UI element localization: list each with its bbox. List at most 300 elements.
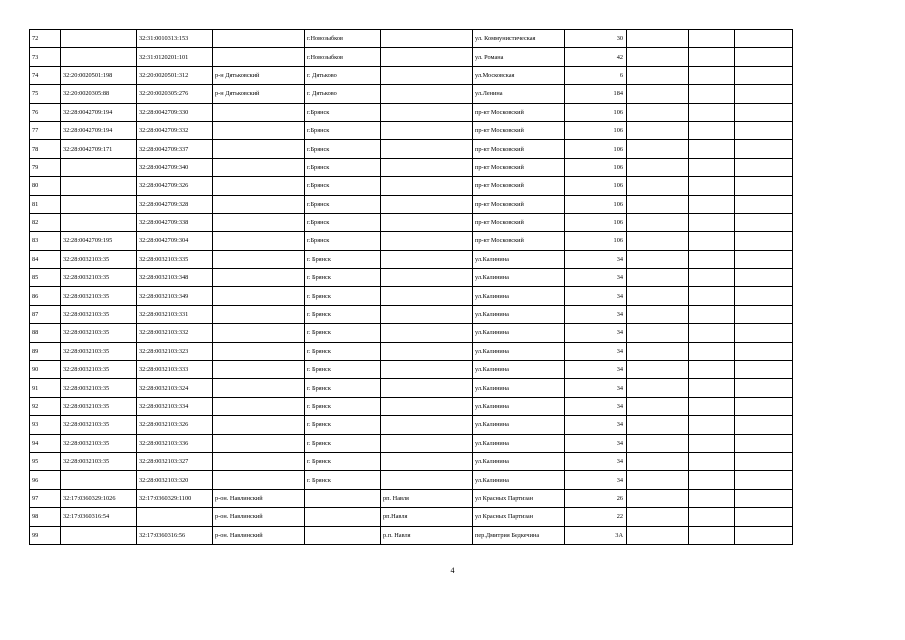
settlement-cell bbox=[381, 416, 473, 434]
row-number-cell: 88 bbox=[30, 324, 61, 342]
extra-cell bbox=[627, 361, 689, 379]
house-number-cell: 34 bbox=[565, 434, 627, 452]
land-cadastral-cell: 32:28:0032103:35 bbox=[61, 397, 137, 415]
extra-cell bbox=[689, 121, 735, 139]
extra-cell bbox=[689, 305, 735, 323]
land-cadastral-cell bbox=[61, 158, 137, 176]
house-number-cell: 3А bbox=[565, 526, 627, 544]
house-number-cell: 26 bbox=[565, 489, 627, 507]
settlement-cell: рп.Навля bbox=[381, 508, 473, 526]
district-cell bbox=[213, 103, 305, 121]
extra-cell bbox=[689, 140, 735, 158]
table-row bbox=[30, 48, 793, 66]
extra-cell bbox=[627, 195, 689, 213]
table-row bbox=[30, 434, 793, 452]
city-cell: г.Брянск bbox=[305, 232, 381, 250]
street-cell: пер.Дмитрия Бедкечина bbox=[473, 526, 565, 544]
city-cell: г.Брянск bbox=[305, 195, 381, 213]
extra-cell bbox=[627, 287, 689, 305]
extra-cell bbox=[735, 379, 793, 397]
extra-cell bbox=[735, 471, 793, 489]
extra-cell bbox=[735, 305, 793, 323]
settlement-cell bbox=[381, 397, 473, 415]
extra-cell bbox=[627, 269, 689, 287]
object-cadastral-cell: 32:28:0032103:332 bbox=[137, 324, 213, 342]
land-cadastral-cell bbox=[61, 177, 137, 195]
house-number-cell: 106 bbox=[565, 195, 627, 213]
object-cadastral-cell: 32:28:0042709:337 bbox=[137, 140, 213, 158]
row-number-cell: 99 bbox=[30, 526, 61, 544]
district-cell bbox=[213, 379, 305, 397]
house-number-cell: 34 bbox=[565, 250, 627, 268]
row-number-cell: 96 bbox=[30, 471, 61, 489]
settlement-cell bbox=[381, 177, 473, 195]
table-row bbox=[30, 287, 793, 305]
city-cell: г.Брянск bbox=[305, 177, 381, 195]
land-cadastral-cell: 32:28:0042709:194 bbox=[61, 103, 137, 121]
settlement-cell bbox=[381, 434, 473, 452]
table-row bbox=[30, 508, 793, 526]
table-row bbox=[30, 140, 793, 158]
extra-cell bbox=[735, 103, 793, 121]
settlement-cell bbox=[381, 140, 473, 158]
land-cadastral-cell: 32:17:0360316:54 bbox=[61, 508, 137, 526]
row-number-cell: 90 bbox=[30, 361, 61, 379]
extra-cell bbox=[689, 416, 735, 434]
extra-cell bbox=[735, 489, 793, 507]
street-cell: ул.Калинина bbox=[473, 250, 565, 268]
street-cell: ул.Калинина bbox=[473, 397, 565, 415]
extra-cell bbox=[689, 250, 735, 268]
city-cell: г. Брянск bbox=[305, 452, 381, 470]
table-row bbox=[30, 397, 793, 415]
extra-cell bbox=[689, 397, 735, 415]
house-number-cell: 34 bbox=[565, 416, 627, 434]
settlement-cell bbox=[381, 48, 473, 66]
property-table bbox=[29, 29, 793, 545]
city-cell bbox=[305, 508, 381, 526]
street-cell: ул.Калинина bbox=[473, 452, 565, 470]
object-cadastral-cell: 32:28:0042709:304 bbox=[137, 232, 213, 250]
city-cell: г.Брянск bbox=[305, 213, 381, 231]
settlement-cell: рп. Навля bbox=[381, 489, 473, 507]
table-row bbox=[30, 250, 793, 268]
settlement-cell bbox=[381, 250, 473, 268]
extra-cell bbox=[735, 324, 793, 342]
city-cell: г. Брянск bbox=[305, 342, 381, 360]
street-cell: пр-кт Московский bbox=[473, 232, 565, 250]
street-cell: ул.Калинина bbox=[473, 287, 565, 305]
table-row bbox=[30, 121, 793, 139]
row-number-cell: 97 bbox=[30, 489, 61, 507]
table-row bbox=[30, 85, 793, 103]
house-number-cell: 34 bbox=[565, 452, 627, 470]
land-cadastral-cell: 32:28:0042709:195 bbox=[61, 232, 137, 250]
extra-cell bbox=[689, 269, 735, 287]
row-number-cell: 91 bbox=[30, 379, 61, 397]
city-cell: г.Брянск bbox=[305, 103, 381, 121]
settlement-cell bbox=[381, 379, 473, 397]
object-cadastral-cell: 32:20:0020305:276 bbox=[137, 85, 213, 103]
district-cell bbox=[213, 250, 305, 268]
extra-cell bbox=[735, 361, 793, 379]
city-cell: г. Дятьково bbox=[305, 66, 381, 84]
extra-cell bbox=[689, 361, 735, 379]
settlement-cell bbox=[381, 85, 473, 103]
row-number-cell: 98 bbox=[30, 508, 61, 526]
land-cadastral-cell: 32:28:0032103:35 bbox=[61, 250, 137, 268]
object-cadastral-cell: 32:28:0042709:340 bbox=[137, 158, 213, 176]
object-cadastral-cell: 32:28:0032103:349 bbox=[137, 287, 213, 305]
settlement-cell: р.п. Навля bbox=[381, 526, 473, 544]
district-cell bbox=[213, 140, 305, 158]
extra-cell bbox=[627, 48, 689, 66]
table-row bbox=[30, 213, 793, 231]
land-cadastral-cell bbox=[61, 48, 137, 66]
object-cadastral-cell: 32:17:0360316:56 bbox=[137, 526, 213, 544]
land-cadastral-cell bbox=[61, 195, 137, 213]
row-number-cell: 72 bbox=[30, 30, 61, 48]
land-cadastral-cell: 32:28:0032103:35 bbox=[61, 452, 137, 470]
extra-cell bbox=[689, 103, 735, 121]
row-number-cell: 89 bbox=[30, 342, 61, 360]
house-number-cell: 6 bbox=[565, 66, 627, 84]
extra-cell bbox=[627, 158, 689, 176]
house-number-cell: 34 bbox=[565, 471, 627, 489]
street-cell: пр-кт Московский bbox=[473, 103, 565, 121]
house-number-cell: 34 bbox=[565, 287, 627, 305]
house-number-cell: 34 bbox=[565, 305, 627, 323]
object-cadastral-cell: 32:31:0120201:101 bbox=[137, 48, 213, 66]
extra-cell bbox=[735, 342, 793, 360]
extra-cell bbox=[689, 471, 735, 489]
extra-cell bbox=[627, 232, 689, 250]
settlement-cell bbox=[381, 361, 473, 379]
settlement-cell bbox=[381, 269, 473, 287]
city-cell: г. Брянск bbox=[305, 397, 381, 415]
object-cadastral-cell: 32:28:0032103:333 bbox=[137, 361, 213, 379]
table-row bbox=[30, 324, 793, 342]
extra-cell bbox=[689, 287, 735, 305]
street-cell: ул.Калинина bbox=[473, 416, 565, 434]
row-number-cell: 95 bbox=[30, 452, 61, 470]
district-cell bbox=[213, 452, 305, 470]
house-number-cell: 34 bbox=[565, 269, 627, 287]
extra-cell bbox=[627, 305, 689, 323]
land-cadastral-cell: 32:28:0032103:35 bbox=[61, 416, 137, 434]
extra-cell bbox=[627, 103, 689, 121]
settlement-cell bbox=[381, 213, 473, 231]
settlement-cell bbox=[381, 195, 473, 213]
row-number-cell: 80 bbox=[30, 177, 61, 195]
table-row bbox=[30, 342, 793, 360]
house-number-cell: 34 bbox=[565, 324, 627, 342]
district-cell: р-н Дятьковский bbox=[213, 66, 305, 84]
district-cell bbox=[213, 121, 305, 139]
house-number-cell: 106 bbox=[565, 140, 627, 158]
settlement-cell bbox=[381, 121, 473, 139]
extra-cell bbox=[735, 177, 793, 195]
extra-cell bbox=[689, 508, 735, 526]
object-cadastral-cell: 32:28:0042709:338 bbox=[137, 213, 213, 231]
extra-cell bbox=[689, 434, 735, 452]
extra-cell bbox=[735, 48, 793, 66]
table-row bbox=[30, 103, 793, 121]
extra-cell bbox=[627, 30, 689, 48]
land-cadastral-cell bbox=[61, 30, 137, 48]
city-cell: г. Дятьково bbox=[305, 85, 381, 103]
object-cadastral-cell: 32:28:0032103:331 bbox=[137, 305, 213, 323]
house-number-cell: 34 bbox=[565, 361, 627, 379]
object-cadastral-cell: 32:28:0032103:335 bbox=[137, 250, 213, 268]
extra-cell bbox=[689, 489, 735, 507]
city-cell: г.Брянск bbox=[305, 158, 381, 176]
extra-cell bbox=[627, 213, 689, 231]
land-cadastral-cell: 32:28:0032103:35 bbox=[61, 305, 137, 323]
table-row bbox=[30, 66, 793, 84]
city-cell: г.Новозыбков bbox=[305, 48, 381, 66]
district-cell bbox=[213, 213, 305, 231]
object-cadastral-cell: 32:28:0032103:324 bbox=[137, 379, 213, 397]
street-cell: пр-кт Московский bbox=[473, 140, 565, 158]
street-cell: пр-кт Московский bbox=[473, 213, 565, 231]
extra-cell bbox=[735, 195, 793, 213]
land-cadastral-cell: 32:28:0032103:35 bbox=[61, 361, 137, 379]
settlement-cell bbox=[381, 287, 473, 305]
extra-cell bbox=[735, 287, 793, 305]
city-cell bbox=[305, 526, 381, 544]
land-cadastral-cell bbox=[61, 471, 137, 489]
extra-cell bbox=[735, 85, 793, 103]
street-cell: ул.Калинина bbox=[473, 379, 565, 397]
extra-cell bbox=[735, 213, 793, 231]
extra-cell bbox=[735, 526, 793, 544]
extra-cell bbox=[689, 158, 735, 176]
table-row bbox=[30, 379, 793, 397]
extra-cell bbox=[735, 158, 793, 176]
extra-cell bbox=[627, 342, 689, 360]
extra-cell bbox=[627, 416, 689, 434]
district-cell bbox=[213, 397, 305, 415]
extra-cell bbox=[627, 121, 689, 139]
object-cadastral-cell: 32:28:0032103:334 bbox=[137, 397, 213, 415]
house-number-cell: 34 bbox=[565, 397, 627, 415]
extra-cell bbox=[627, 140, 689, 158]
house-number-cell: 30 bbox=[565, 30, 627, 48]
district-cell: р-н Дятьковский bbox=[213, 85, 305, 103]
city-cell: г. Брянск bbox=[305, 250, 381, 268]
table-row bbox=[30, 232, 793, 250]
table-body bbox=[30, 30, 793, 545]
house-number-cell: 106 bbox=[565, 213, 627, 231]
extra-cell bbox=[689, 379, 735, 397]
district-cell bbox=[213, 195, 305, 213]
settlement-cell bbox=[381, 471, 473, 489]
object-cadastral-cell: 32:28:0032103:336 bbox=[137, 434, 213, 452]
table-row bbox=[30, 177, 793, 195]
row-number-cell: 81 bbox=[30, 195, 61, 213]
object-cadastral-cell: 32:28:0042709:328 bbox=[137, 195, 213, 213]
row-number-cell: 83 bbox=[30, 232, 61, 250]
object-cadastral-cell: 32:20:0020501:312 bbox=[137, 66, 213, 84]
house-number-cell: 34 bbox=[565, 379, 627, 397]
extra-cell bbox=[627, 397, 689, 415]
table-row bbox=[30, 305, 793, 323]
extra-cell bbox=[627, 66, 689, 84]
table-row bbox=[30, 452, 793, 470]
row-number-cell: 76 bbox=[30, 103, 61, 121]
settlement-cell bbox=[381, 452, 473, 470]
city-cell: г. Брянск bbox=[305, 305, 381, 323]
row-number-cell: 86 bbox=[30, 287, 61, 305]
extra-cell bbox=[627, 526, 689, 544]
district-cell bbox=[213, 342, 305, 360]
table-row bbox=[30, 158, 793, 176]
city-cell: г. Брянск bbox=[305, 416, 381, 434]
street-cell: ул.Московская bbox=[473, 66, 565, 84]
extra-cell bbox=[735, 66, 793, 84]
row-number-cell: 78 bbox=[30, 140, 61, 158]
house-number-cell: 106 bbox=[565, 232, 627, 250]
extra-cell bbox=[627, 177, 689, 195]
street-cell: ул.Калинина bbox=[473, 324, 565, 342]
table-row bbox=[30, 361, 793, 379]
street-cell: пр-кт Московский bbox=[473, 158, 565, 176]
house-number-cell: 22 bbox=[565, 508, 627, 526]
row-number-cell: 74 bbox=[30, 66, 61, 84]
extra-cell bbox=[689, 324, 735, 342]
street-cell: ул.Ленина bbox=[473, 85, 565, 103]
object-cadastral-cell: 32:28:0042709:332 bbox=[137, 121, 213, 139]
land-cadastral-cell: 32:28:0032103:35 bbox=[61, 342, 137, 360]
street-cell: ул.Калинина bbox=[473, 434, 565, 452]
extra-cell bbox=[735, 30, 793, 48]
district-cell bbox=[213, 305, 305, 323]
extra-cell bbox=[689, 177, 735, 195]
street-cell: ул.Калинина bbox=[473, 305, 565, 323]
street-cell: пр-кт Московский bbox=[473, 195, 565, 213]
settlement-cell bbox=[381, 103, 473, 121]
street-cell: ул. Коммунистическая bbox=[473, 30, 565, 48]
house-number-cell: 106 bbox=[565, 103, 627, 121]
object-cadastral-cell: 32:28:0032103:326 bbox=[137, 416, 213, 434]
district-cell bbox=[213, 434, 305, 452]
street-cell: пр-кт Московский bbox=[473, 177, 565, 195]
extra-cell bbox=[735, 232, 793, 250]
street-cell: ул.Калинина bbox=[473, 342, 565, 360]
house-number-cell: 106 bbox=[565, 158, 627, 176]
city-cell: г.Брянск bbox=[305, 121, 381, 139]
district-cell bbox=[213, 30, 305, 48]
district-cell bbox=[213, 177, 305, 195]
city-cell: г. Брянск bbox=[305, 324, 381, 342]
settlement-cell bbox=[381, 324, 473, 342]
land-cadastral-cell bbox=[61, 213, 137, 231]
land-cadastral-cell: 32:28:0042709:171 bbox=[61, 140, 137, 158]
house-number-cell: 106 bbox=[565, 121, 627, 139]
extra-cell bbox=[627, 434, 689, 452]
extra-cell bbox=[689, 526, 735, 544]
house-number-cell: 34 bbox=[565, 342, 627, 360]
land-cadastral-cell: 32:28:0032103:35 bbox=[61, 379, 137, 397]
extra-cell bbox=[627, 379, 689, 397]
row-number-cell: 93 bbox=[30, 416, 61, 434]
table-row bbox=[30, 489, 793, 507]
extra-cell bbox=[627, 324, 689, 342]
row-number-cell: 77 bbox=[30, 121, 61, 139]
extra-cell bbox=[735, 250, 793, 268]
extra-cell bbox=[735, 508, 793, 526]
table-row bbox=[30, 269, 793, 287]
extra-cell bbox=[735, 140, 793, 158]
street-cell: ул Красных Партизан bbox=[473, 489, 565, 507]
object-cadastral-cell: 32:28:0042709:326 bbox=[137, 177, 213, 195]
extra-cell bbox=[689, 85, 735, 103]
object-cadastral-cell: 32:28:0032103:327 bbox=[137, 452, 213, 470]
object-cadastral-cell: 32:31:0010313:153 bbox=[137, 30, 213, 48]
extra-cell bbox=[627, 250, 689, 268]
extra-cell bbox=[627, 508, 689, 526]
extra-cell bbox=[735, 121, 793, 139]
house-number-cell: 42 bbox=[565, 48, 627, 66]
street-cell: ул.Калинина bbox=[473, 471, 565, 489]
district-cell bbox=[213, 232, 305, 250]
street-cell: пр-кт Московский bbox=[473, 121, 565, 139]
extra-cell bbox=[689, 66, 735, 84]
extra-cell bbox=[689, 30, 735, 48]
extra-cell bbox=[689, 213, 735, 231]
object-cadastral-cell: 32:28:0032103:320 bbox=[137, 471, 213, 489]
street-cell: ул. Романа bbox=[473, 48, 565, 66]
city-cell: г. Брянск bbox=[305, 287, 381, 305]
land-cadastral-cell: 32:28:0042709:194 bbox=[61, 121, 137, 139]
table-row bbox=[30, 195, 793, 213]
extra-cell bbox=[627, 85, 689, 103]
street-cell: ул Красных Партизан bbox=[473, 508, 565, 526]
extra-cell bbox=[689, 452, 735, 470]
street-cell: ул.Калинина bbox=[473, 269, 565, 287]
district-cell bbox=[213, 471, 305, 489]
district-cell bbox=[213, 416, 305, 434]
city-cell: г. Брянск bbox=[305, 269, 381, 287]
district-cell bbox=[213, 269, 305, 287]
extra-cell bbox=[689, 195, 735, 213]
house-number-cell: 184 bbox=[565, 85, 627, 103]
extra-cell bbox=[689, 342, 735, 360]
city-cell: г.Брянск bbox=[305, 140, 381, 158]
settlement-cell bbox=[381, 30, 473, 48]
table-row bbox=[30, 471, 793, 489]
extra-cell bbox=[689, 48, 735, 66]
object-cadastral-cell: 32:28:0032103:348 bbox=[137, 269, 213, 287]
city-cell: г. Брянск bbox=[305, 471, 381, 489]
land-cadastral-cell: 32:20:0020305:88 bbox=[61, 85, 137, 103]
land-cadastral-cell: 32:28:0032103:35 bbox=[61, 324, 137, 342]
city-cell: г.Новозыбков bbox=[305, 30, 381, 48]
street-cell: ул.Калинина bbox=[473, 361, 565, 379]
object-cadastral-cell: 32:28:0032103:323 bbox=[137, 342, 213, 360]
extra-cell bbox=[735, 269, 793, 287]
row-number-cell: 73 bbox=[30, 48, 61, 66]
row-number-cell: 84 bbox=[30, 250, 61, 268]
land-cadastral-cell bbox=[61, 526, 137, 544]
city-cell bbox=[305, 489, 381, 507]
land-cadastral-cell: 32:28:0032103:35 bbox=[61, 434, 137, 452]
city-cell: г. Брянск bbox=[305, 434, 381, 452]
extra-cell bbox=[735, 434, 793, 452]
page-number: 4 bbox=[450, 566, 455, 575]
extra-cell bbox=[627, 471, 689, 489]
